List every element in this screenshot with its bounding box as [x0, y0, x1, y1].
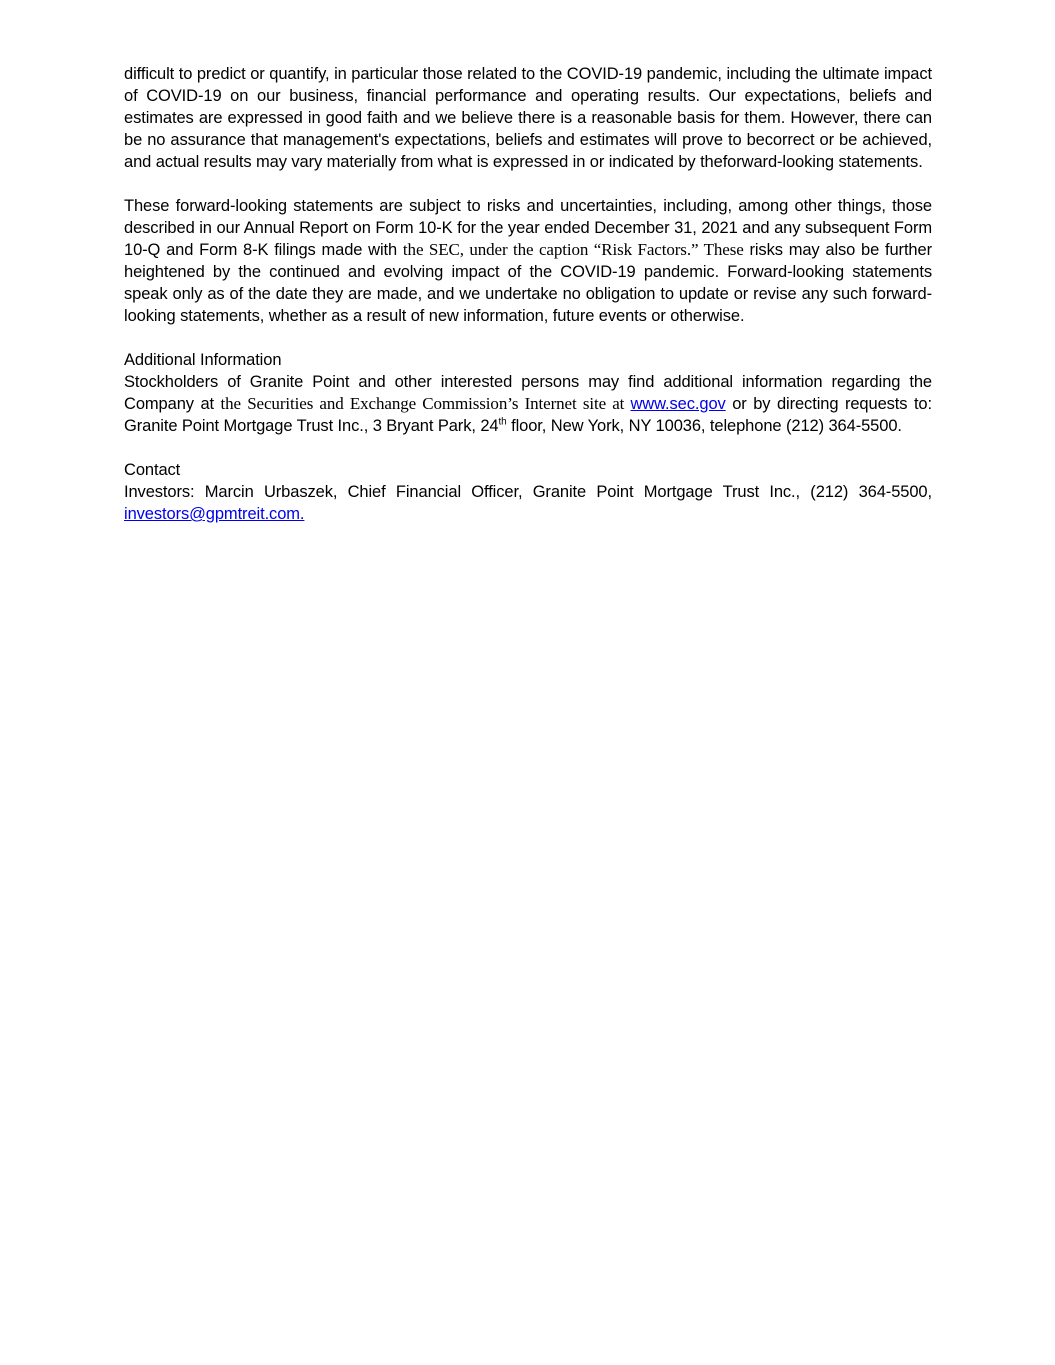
text-run-serif: the SEC, under the caption “Risk Factors.” These: [402, 240, 744, 259]
paragraph-forward-looking-continuation: difficult to predict or quantify, in particular those related to the COVID-19 pandemic, including the ultimate impact of COVID-19 on our business, financial performance and operating results. Our expectations, beliefs and estimates are expressed in good faith and we believe there is a reasonable basis for them. However, there can be no assurance that management's expectations, beliefs and estimates will prove to becorrect or be achieved, and actual results may vary materially from what is expressed in or indicated by theforward-looking statements.: [124, 65, 932, 171]
section-heading-contact: Contact: [124, 461, 181, 479]
floor-ordinal-superscript: th: [498, 416, 507, 428]
text-run: risks may also be further heightened by the continued and evolving impact of the COVID-19 pandemic. Forward-looking statements speak only as of the date they are made, and we undertake no obligation to update or revise any such forward-looking statements, whether as a result of new information, future events or otherwise.: [124, 241, 932, 325]
section-heading-additional-information: Additional Information: [124, 351, 282, 369]
sec-gov-link[interactable]: www.sec.gov: [630, 395, 726, 413]
paragraph-contact: [124, 481, 932, 525]
investors-email-link[interactable]: investors@gpmtreit.com.: [124, 505, 305, 523]
text-run-serif: the Securities and Exchange Commission’s Internet site at: [220, 394, 631, 413]
text-run: These forward-looking statements are subject to risks and uncertainties, including, among other things, those described in our Annual Report on Form 10-K for the year ended December 31, 2021 and any subsequent Form 10-Q and Form 8-K filings made with: [124, 197, 932, 259]
text-run: Stockholders of Granite Point and other interested persons may find additional information regarding the Company at: [124, 373, 932, 413]
paragraph-additional-information: [124, 371, 932, 437]
text-run: floor, New York, NY 10036, telephone (212) 364-5500.: [506, 417, 902, 435]
paragraph-forward-looking-risks: [124, 195, 932, 327]
document-content: [124, 63, 932, 525]
text-run: Investors: Marcin Urbaszek, Chief Financial Officer, Granite Point Mortgage Trust Inc., (212) 364-5500,: [124, 483, 932, 501]
text-run: or by directing requests to: Granite Point Mortgage Trust Inc., 3 Bryant Park, 24: [124, 395, 932, 435]
